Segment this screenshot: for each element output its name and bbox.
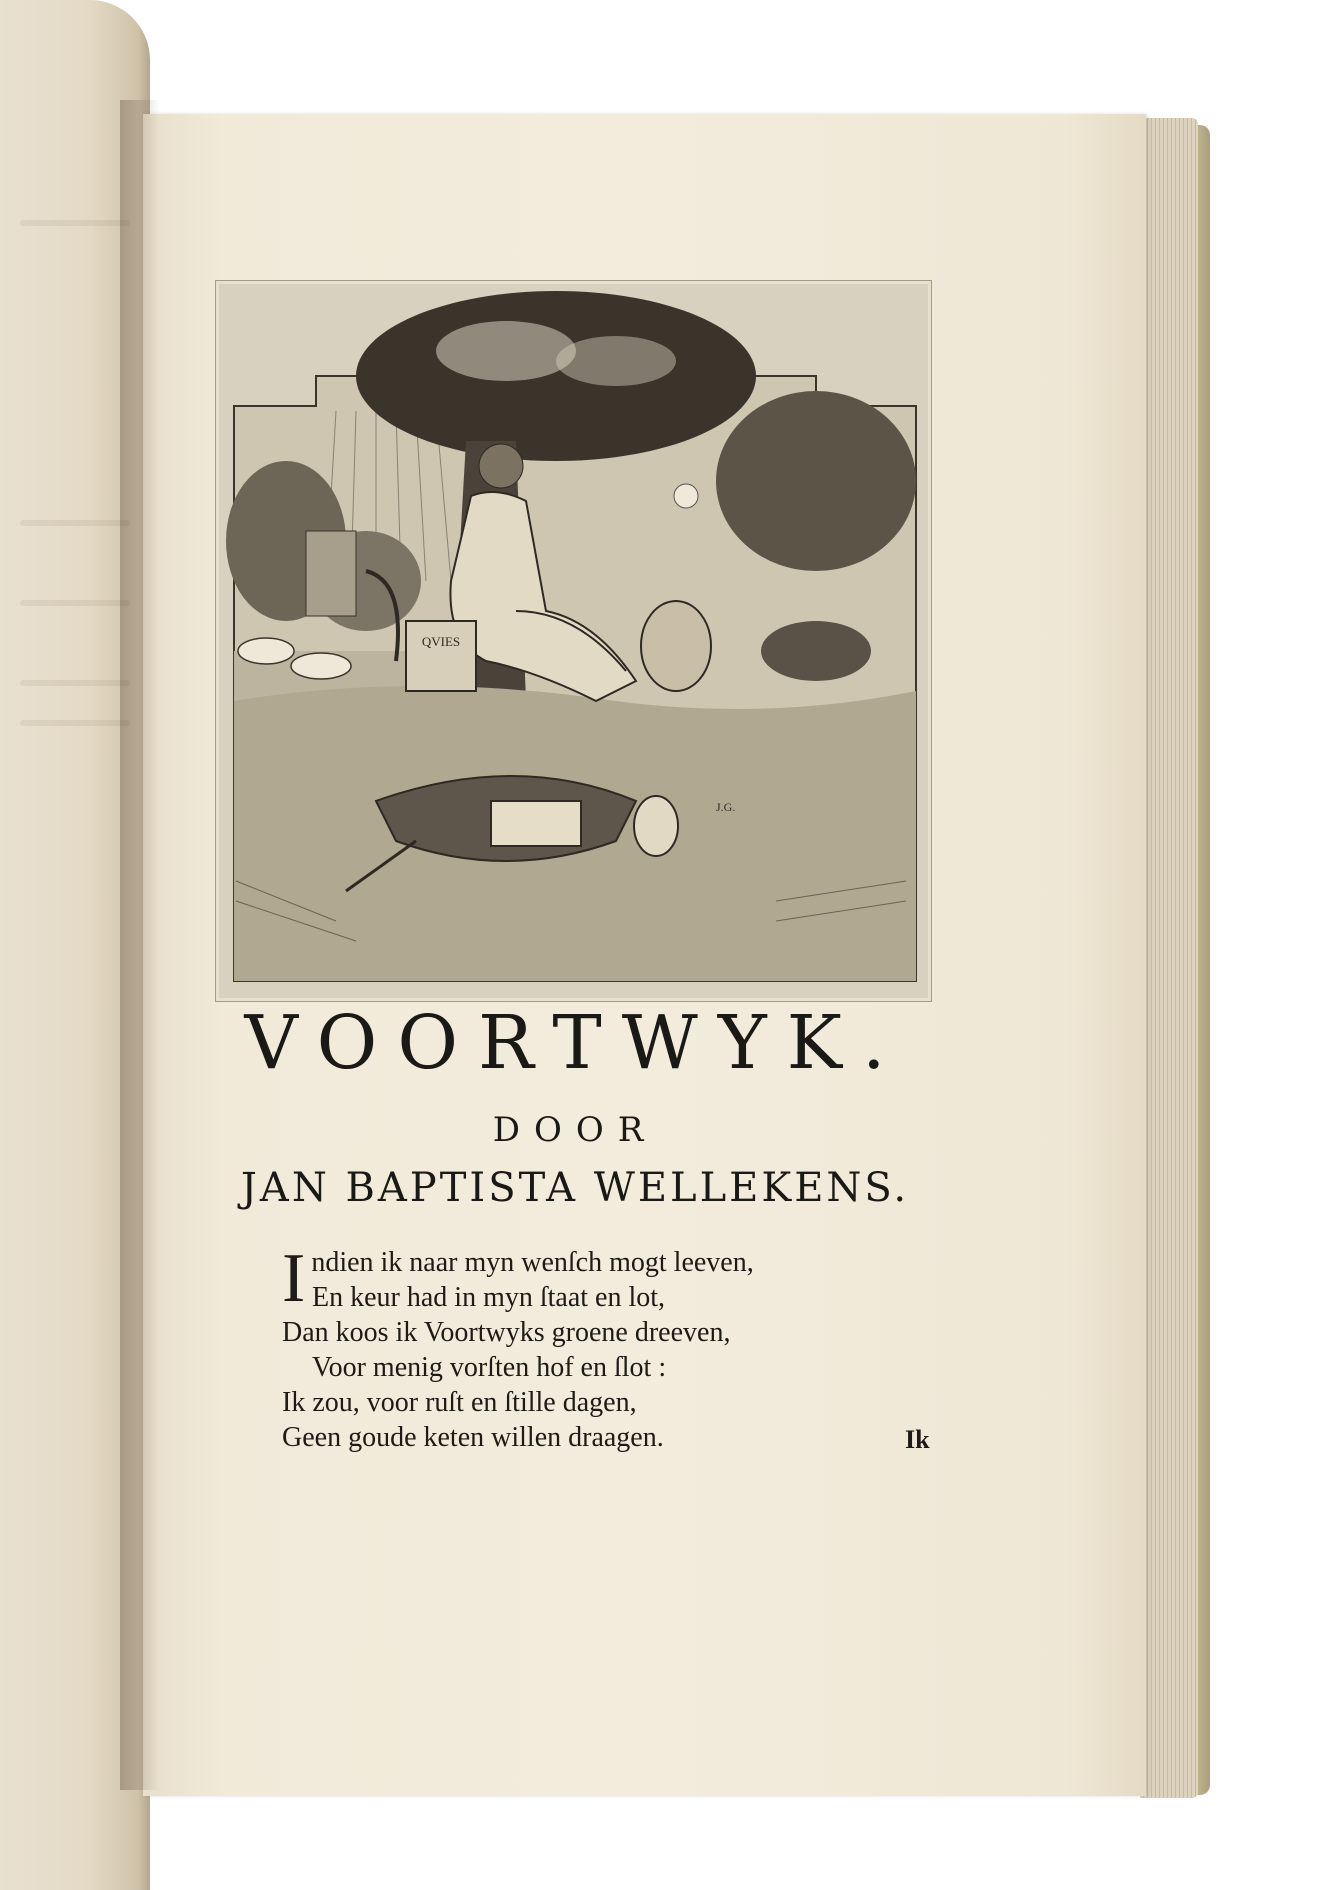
poem-line: Voor menig vorſten hof en ſlot : xyxy=(312,1352,667,1383)
poem-line: Ik zou, voor ruſt en ſtille dagen, xyxy=(282,1387,637,1418)
byline-door: DOOR xyxy=(492,1110,658,1150)
author-name: JAN BAPTISTA WELLEKENS. xyxy=(240,1165,910,1211)
pedestal-inscription: QVIES xyxy=(421,634,461,649)
theatre-mask xyxy=(634,796,678,856)
ghost-text-line xyxy=(20,600,130,606)
sun xyxy=(674,484,698,508)
catchword: Ik xyxy=(905,1425,930,1454)
ghost-text-line xyxy=(20,720,130,726)
tree-canopy xyxy=(356,291,756,461)
beehive xyxy=(641,601,711,691)
engraving-image xyxy=(216,281,931,1001)
poem-line: ndien ik naar myn wenſch mogt leeven, xyxy=(311,1247,754,1278)
poem-line: En keur had in myn ſtaat en lot, xyxy=(312,1282,666,1313)
page-edges xyxy=(1140,118,1198,1798)
spine-shadow xyxy=(120,100,160,1790)
river-god xyxy=(761,621,871,681)
pedestal xyxy=(406,621,476,691)
engraved-illustration xyxy=(215,280,932,1002)
pavilion xyxy=(306,531,356,616)
leaf-highlight xyxy=(436,321,576,381)
poem-line: Dan koos ik Voortwyks groene dreeven, xyxy=(282,1317,731,1348)
ghost-text-line xyxy=(20,520,130,526)
poem-stanza xyxy=(282,1240,942,1455)
ghost-text-line xyxy=(20,220,130,226)
ghost-text-line xyxy=(20,680,130,686)
tree-right xyxy=(716,391,916,571)
leaf-highlight xyxy=(556,336,676,386)
poem-line: Geen goude keten willen draagen. xyxy=(282,1422,664,1453)
engraver-signature: J.G. xyxy=(716,800,736,814)
poem-title: VOORTWYK. xyxy=(244,1000,906,1086)
drop-initial: I xyxy=(282,1240,306,1317)
